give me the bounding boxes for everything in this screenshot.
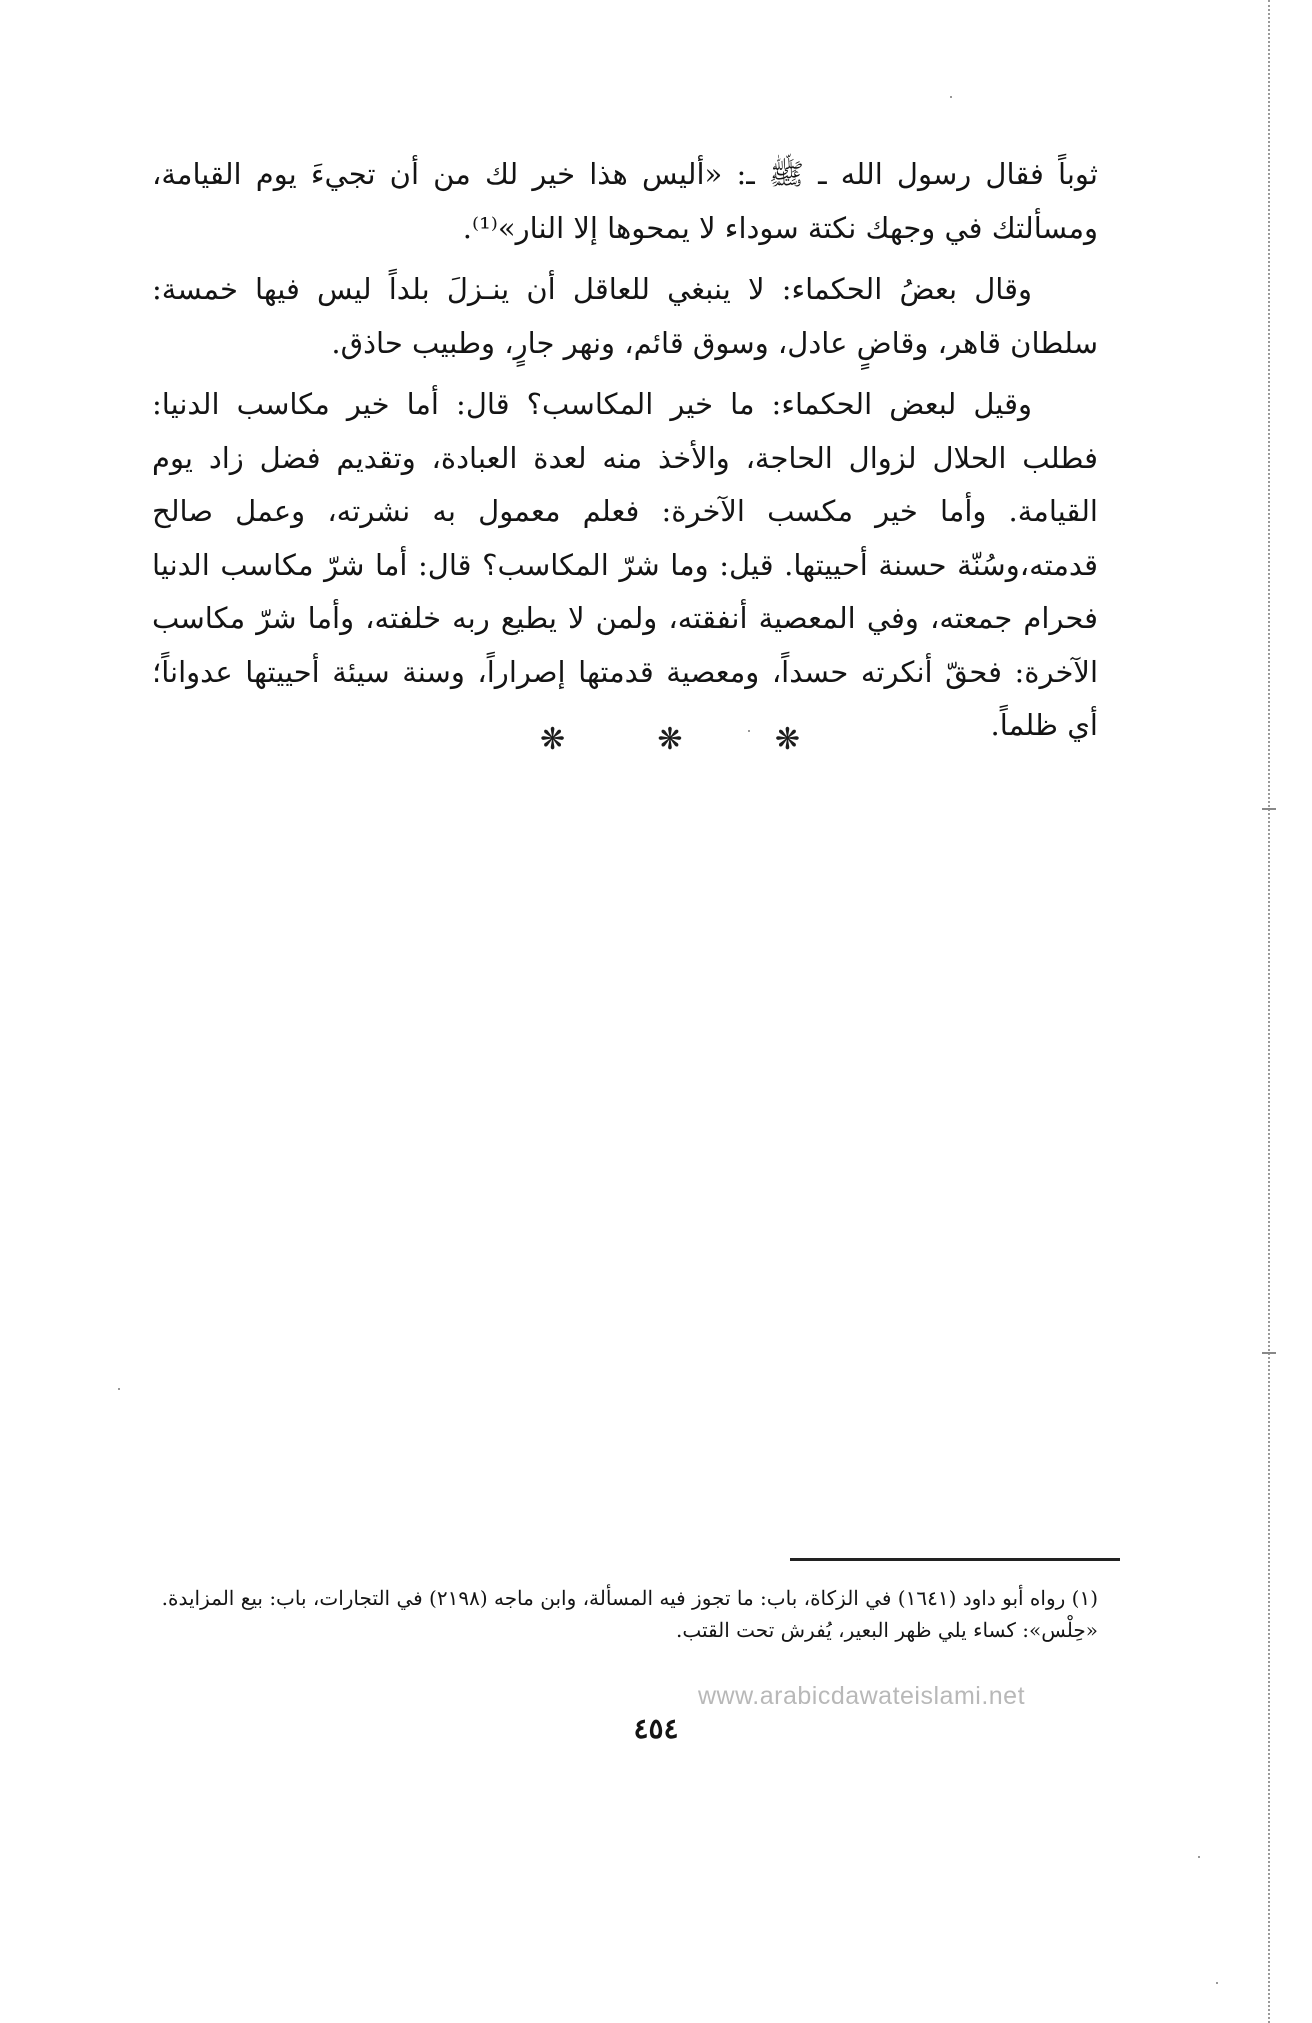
scan-edge-tick: [1262, 1352, 1276, 1354]
section-separator: [540, 722, 800, 757]
asterism-icon: ❋: [540, 722, 566, 757]
footnote: (١) رواه أبو داود (١٦٤١) في الزكاة، باب: ما تجوز فيه المسألة، وابن ماجه (٢١٩٨) في التجارات، باب: بيع المزايدة. «حِلْس»: كساء يلي ظهر البعير، يُفرش تحت القتب.: [161, 1586, 1098, 1642]
main-text: [152, 148, 1098, 761]
paragraph: وقال بعضُ الحكماء: لا ينبغي للعاقل أن ينـزلَ بلداً ليس فيها خمسة: سلطان قاهر، وقاضٍ عادل، وسوق قائم، ونهر جارٍ، وطبيب حاذق.: [152, 272, 1098, 360]
asterism-icon: ❋: [657, 722, 683, 757]
page-number: ٤٥٤: [633, 1712, 679, 1745]
watermark: www.arabicdawateislami.net: [698, 1682, 1026, 1710]
scan-edge-tick: [1262, 808, 1276, 810]
asterism-icon: ❋: [774, 722, 800, 757]
paragraph: وقيل لبعض الحكماء: ما خير المكاسب؟ قال: أما خير مكاسب الدنيا: فطلب الحلال لزوال الحاجة، والأخذ منه لعدة العبادة، وتقديم فضل زاد يوم القيامة. وأما خير مكسب الآخرة: فعلم معمول به نشرته، وعمل صالح قدمته،وسُنّة حسنة أحييتها. قيل: وما شرّ المكاسب؟ قال: أما شرّ مكاسب الدنيا فحرام جمعته، وفي المعصية أنفقته، ولمن لا يطيع ربه خلفته، وأما شرّ مكاسب الآخرة: فحقّ أنكرته حسداً، ومعصية قدمتها إصراراً، وسنة سيئة أحييتها عدواناً؛ أي ظلماً.: [152, 387, 1098, 742]
footnotes: [152, 1582, 1098, 1646]
scan-speck: [118, 1388, 120, 1390]
scan-speck: [1198, 1856, 1200, 1858]
scan-speck: [1216, 1982, 1218, 1984]
scan-speck: [950, 96, 952, 98]
paragraph: ثوباً فقال رسول الله ـ ﷺ ـ: «أليس هذا خير لك من أن تجيءَ يوم القيامة، ومسألتك في وجهك نكتة سوداء لا يمحوها إلا النار»⁽¹⁾.: [152, 157, 1098, 245]
scan-edge-line: [1268, 0, 1270, 2023]
scan-speck: [748, 730, 750, 732]
footnote-divider: [790, 1558, 1120, 1561]
